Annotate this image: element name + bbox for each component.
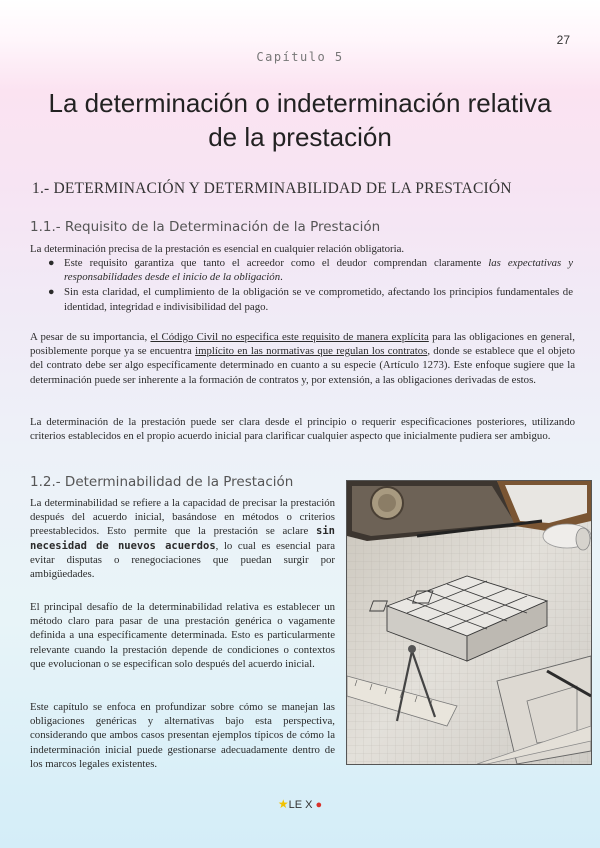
chapter-label: Capítulo 5 (256, 50, 344, 64)
subheading-determinabilidad: 1.2.- Determinabilidad de la Prestación (30, 474, 294, 490)
bullet-text: Este requisito garantiza que tanto el acreedor como el deudor comprendan claramente (64, 257, 489, 269)
list-item (48, 256, 573, 284)
title-line-2: de la prestación (208, 122, 392, 152)
star-icon: ★ (277, 797, 289, 811)
logo-text: LE X (288, 799, 313, 811)
determinability-paragraph (30, 496, 335, 581)
blueprint-photo (346, 480, 592, 765)
determination-paragraph: La determinación de la prestación puede ser clara desde el principio o requerir especificaciones posteriores, utilizando criterios establecidos en el propio acuerdo inicial para clarificar cualquier aspecto que inicialmente pudiera ser ambiguo. (30, 416, 575, 443)
text-run: , lo cual es esencial para evitar disputas o renegociaciones que puedan surgir por ambigüedades. (30, 539, 335, 581)
text-run: La determinabilidad se refiere a la capacidad de precisar la prestación después del acuerdo inicial, basándose en métodos o criterios preestablecidos. Esto permite que la prestación se aclare (30, 497, 335, 538)
page-title (20, 86, 580, 154)
text-run: para las obligaciones en general, posiblemente porque ya se encuentra (30, 331, 575, 358)
bullet-list (48, 256, 573, 315)
importance-paragraph (30, 330, 575, 387)
text-run: , donde se establece que el objeto del contrato debe ser algo específicamente determinado en cuanto a su especie (Artículo 1273). Este enfoque sugiere que la determinación puede ser inherente a la formación de contratos y, por extensión, a las obligaciones derivadas de estos. (30, 345, 575, 386)
bullet-emphasis: las expectativas y responsabilidades desde el inicio de la obligación (64, 257, 573, 284)
bullet-dot-icon: ● (48, 286, 55, 299)
subheading-requisito: 1.1.- Requisito de la Determinación de la Prestación (30, 219, 381, 235)
brand-logo (0, 797, 600, 811)
drop-icon: ● (312, 799, 323, 811)
intro-paragraph: La determinación precisa de la prestación es esencial en cualquier relación obligatoria. (30, 243, 405, 255)
list-item (48, 285, 573, 313)
section-heading: 1.- DETERMINACIÓN Y DETERMINABILIDAD DE LA PRESTACIÓN (32, 180, 512, 197)
bold-phrase: sin necesidad de nuevos acuerdos (30, 525, 335, 552)
text-run: A pesar de su importancia, (30, 331, 151, 343)
underlined-phrase: implícito en las normativas que regulan los contratos (195, 345, 428, 358)
bullet-end: . (280, 271, 283, 284)
title-line-1: La determinación o indeterminación relativa (48, 88, 552, 118)
chapter-focus-paragraph: Este capítulo se enfoca en profundizar sobre cómo se manejan las obligaciones genéricas y alternativas bajo esta perspectiva, considerando que ambos casos presentan ejemplos típicos de cómo la indeterminación inicial puede gestionarse adecuadamente dentro de los marcos legales existentes. (30, 701, 335, 770)
underlined-phrase: el Código Civil no especifica este requisito de manera explícita (150, 331, 429, 343)
bullet-text: Sin esta claridad, el cumplimiento de la obligación se ve comprometido, afectando los principios fundamentales de identidad, integridad e indivisibilidad del pago. (64, 286, 573, 313)
challenge-paragraph: El principal desafío de la determinabilidad relativa es establecer un método claro para pasar de una prestación genérica o vagamente definida a una específicamente determinada. Esto es particularmente relevante cuando la prestación depende de condiciones o contextos que evolucionan o se especifican solo después del acuerdo inicial. (30, 601, 335, 670)
bullet-dot-icon: ● (48, 257, 55, 269)
page-number: 27 (556, 33, 570, 47)
